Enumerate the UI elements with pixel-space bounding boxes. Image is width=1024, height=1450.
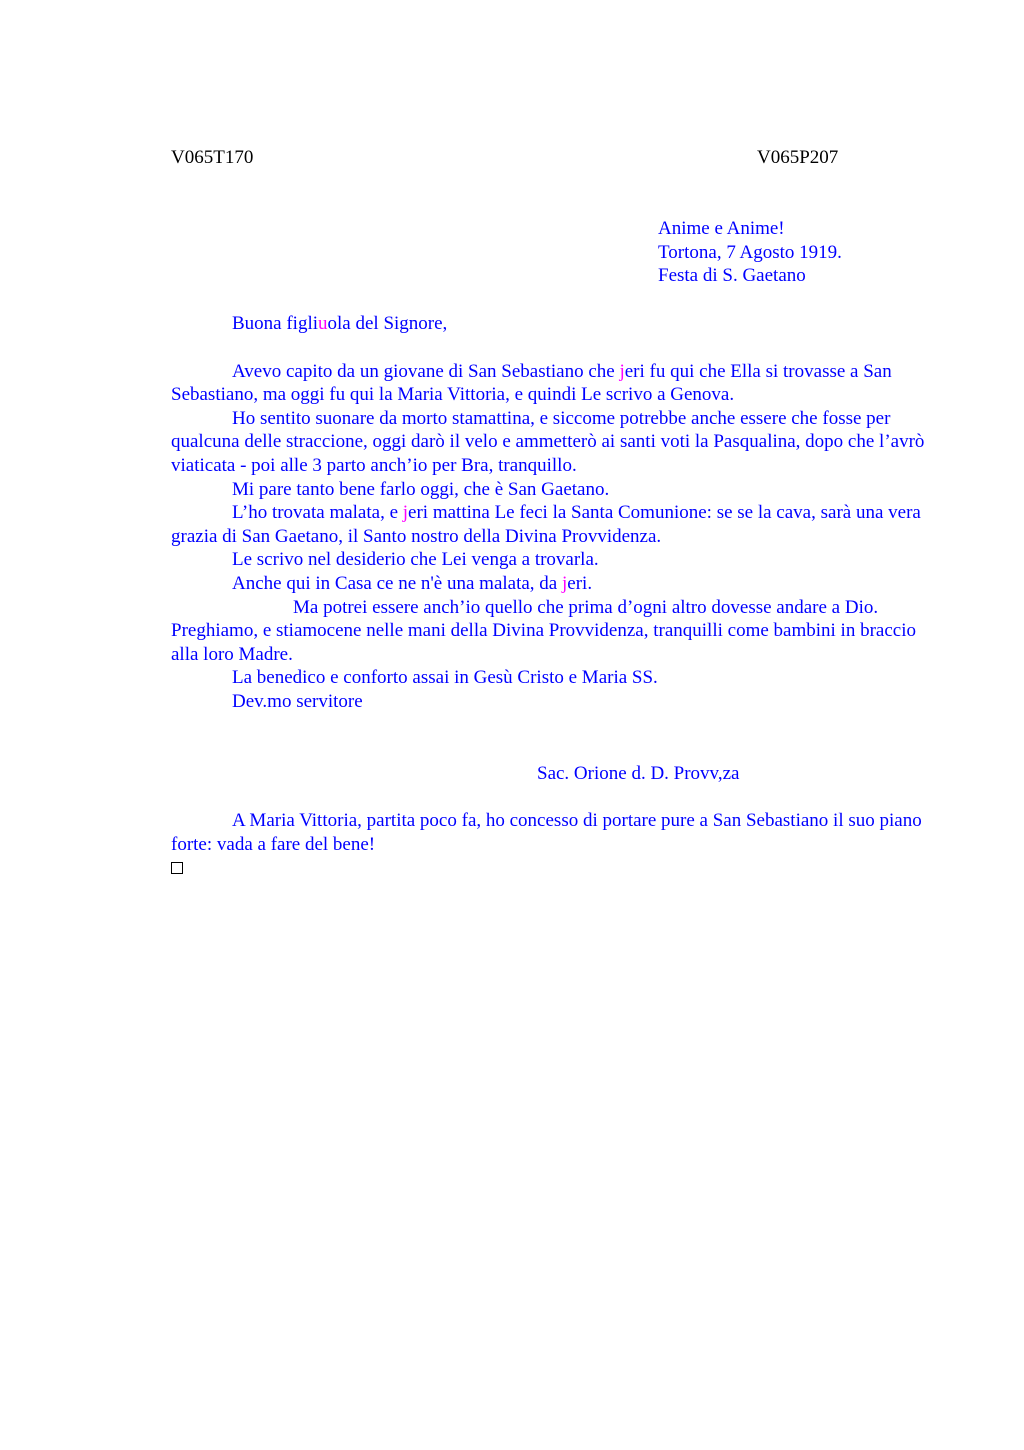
spacer [171, 336, 931, 360]
paragraph-1-highlight: j [619, 360, 625, 382]
paragraph-1 [171, 360, 931, 407]
paragraph-6-highlight: j [562, 572, 568, 594]
dateline-place-date: Tortona, 7 Agosto 1919. [658, 241, 842, 263]
paragraph-1-end: eri fu qui che Ella si trovasse a San Sebastiano, ma oggi fu qui la Maria Vittoria, e quindi Le scrivo a Genova. [171, 360, 892, 406]
paragraph-6-end: eri. [567, 572, 593, 594]
signature: Sac. Orione d. D. Provv,za [537, 762, 740, 784]
dateline [658, 217, 842, 288]
document-code-left: V065T170 [171, 147, 254, 168]
paragraph-7: Ma potrei essere anch’io quello che prima d’ogni altro dovesse andare a Dio. Preghiamo, e stiamocene nelle mani della Divina Provvidenza, tranquilli come bambini in braccio alla loro Madre. [171, 596, 916, 665]
salutation-text-start: Buona figli [232, 313, 319, 334]
paragraph-3: Mi pare tanto bene farlo oggi, che è San Gaetano. [232, 478, 610, 500]
salutation-text-end: ola del Signore, [327, 313, 448, 334]
square-mark-icon [171, 862, 183, 874]
letter-body [171, 312, 931, 881]
spacer [171, 714, 931, 762]
postscript: A Maria Vittoria, partita poco fa, ho concesso di portare pure a San Sebastiano il suo piano forte: vada a fare del bene! [171, 810, 922, 855]
paragraph-4-start: L’ho trovata malata, e [232, 502, 403, 524]
paragraph-4 [171, 501, 931, 548]
paragraph-4-end: eri mattina Le feci la Santa Comunione: se se la cava, sarà una vera grazia di San Gaetano, il Santo nostro della Divina Provvidenza. [171, 502, 921, 547]
spacer [171, 785, 931, 809]
end-marker [171, 856, 931, 881]
paragraph-4-highlight: j [402, 502, 409, 524]
paragraph-6 [171, 572, 931, 596]
dateline-motto: Anime e Anime! [658, 218, 785, 239]
paragraph-1-start: Avevo capito da un giovane di San Sebastiano che [232, 360, 620, 382]
document-code-right: V065P207 [757, 147, 839, 168]
paragraph-6-start: Anche qui in Casa ce ne n'è una malata, da [232, 572, 562, 594]
paragraph-5: Le scrivo nel desiderio che Lei venga a trovarla. [232, 549, 599, 571]
dateline-feast: Festa di S. Gaetano [658, 265, 806, 287]
salutation-highlight: u [318, 313, 328, 334]
salutation [171, 312, 931, 336]
paragraph-8: La benedico e conforto assai in Gesù Cristo e Maria SS. [232, 667, 658, 689]
paragraph-2: Ho sentito suonare da morto stamattina, e siccome potrebbe anche essere che fosse per qualcuna delle straccione, oggi darò il velo e ammetterò ai santi voti la Pasqualina, dopo che l’avrò viaticata - poi alle 3 parto anch’io per Bra, tranquillo. [171, 407, 925, 476]
paragraph-9: Dev.mo servitore [232, 690, 363, 712]
